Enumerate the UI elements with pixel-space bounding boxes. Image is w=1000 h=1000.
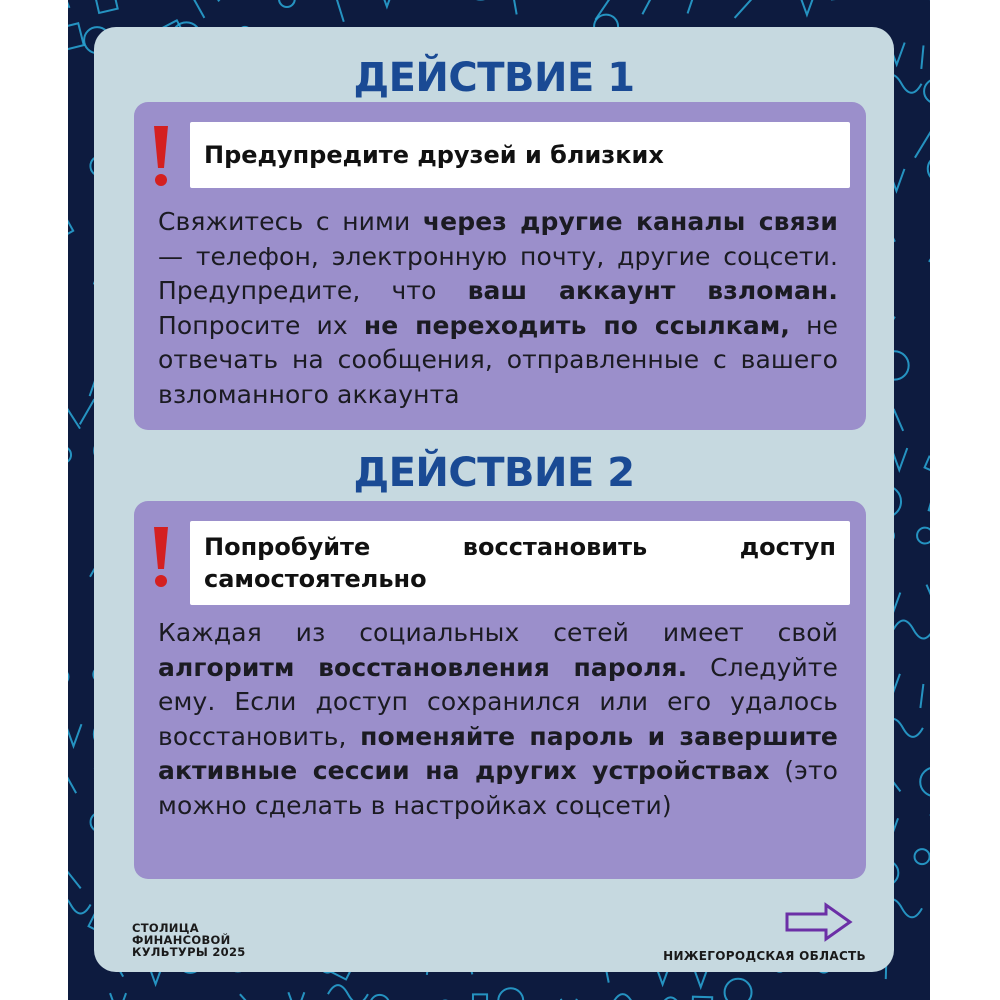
action1-title: Предупредите друзей и близких (204, 141, 664, 169)
action1-heading: ДЕЙСТВИЕ 1 (353, 55, 635, 101)
exclamation-icon (148, 122, 174, 190)
body-text-run: Свяжитесь с ними (158, 207, 423, 236)
action2-title: Попробуйте восстановить доступ самостоятельно (204, 533, 836, 593)
emphasis-text: не переходить по ссылкам, (363, 310, 790, 340)
body-text-run: Следуйте ему. Если доступ сохранился или его удалось восстановить, (158, 652, 838, 751)
body-text-run: не отвечать на сообщения, отправленные с вашего взломанного аккаунта (158, 310, 838, 409)
exclamation-icon (148, 523, 174, 591)
content-card (94, 27, 894, 972)
action2-body (158, 616, 838, 823)
emphasis-text: ваш аккаунт взломан. (467, 276, 838, 305)
action1-body (158, 205, 838, 412)
financial-culture-logo (132, 922, 246, 958)
body-text-run: Попросите их (158, 310, 364, 340)
arrow-right-icon[interactable] (784, 902, 854, 942)
body-text-run: — телефон, электронную почту, другие соцсети. Предупредите, что (158, 241, 838, 305)
emphasis-text: через другие каналы связи (422, 207, 838, 236)
logo-line: КУЛЬТУРЫ 2025 (132, 945, 246, 959)
body-text-run: Каждая из социальных сетей имеет свой (158, 618, 838, 647)
action2-heading: ДЕЙСТВИЕ 2 (353, 450, 635, 496)
body-text-run: (это можно сделать в настройках соцсети) (158, 756, 838, 820)
action2-panel (134, 501, 866, 879)
logo-line: ФИНАНСОВОЙ (132, 933, 231, 947)
emphasis-text: алгоритм восстановления пароля. (158, 652, 688, 682)
action1-title-box (190, 122, 850, 188)
emphasis-text: поменяйте пароль и завершите активные сессии на других устройствах (158, 721, 838, 785)
action2-title-box (190, 521, 850, 605)
logo-line: СТОЛИЦА (132, 921, 199, 935)
region-label: НИЖЕГОРОДСКАЯ ОБЛАСТЬ (663, 949, 866, 963)
action1-panel (134, 102, 866, 430)
